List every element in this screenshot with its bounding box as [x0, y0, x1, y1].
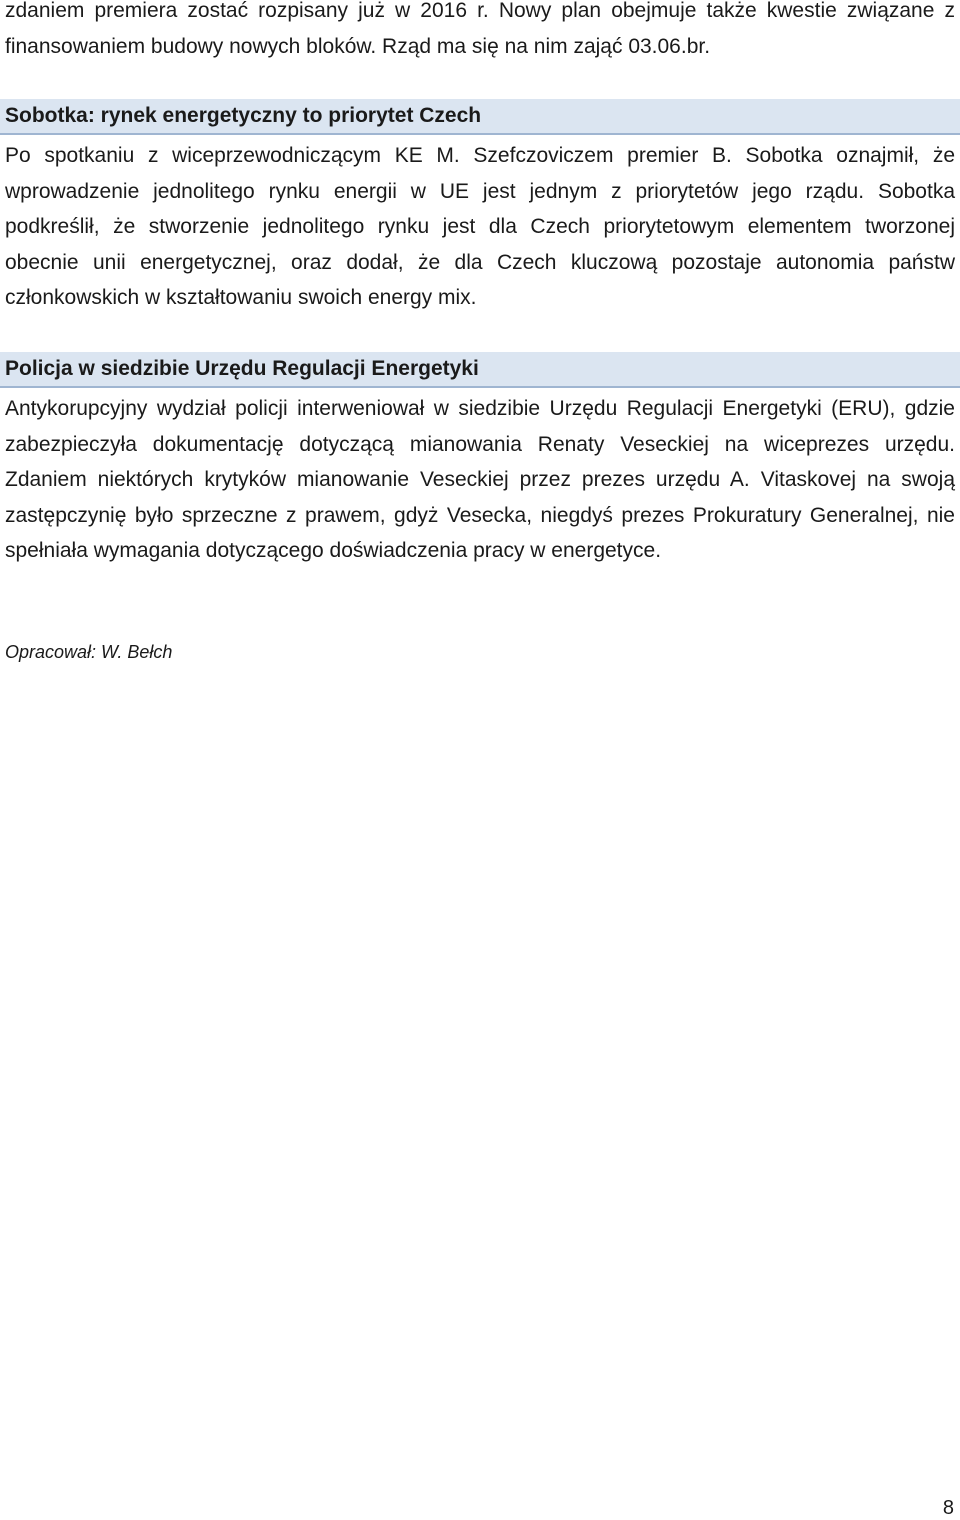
- section-heading-text: Sobotka: rynek energetyczny to priorytet Czech: [5, 104, 482, 127]
- author-signature: Opracował: W. Bełch: [5, 642, 173, 662]
- section-heading-sobotka: [0, 99, 960, 135]
- section-body-sobotka: Po spotkaniu z wiceprzewodniczącym KE M. Szefczoviczem premier B. Sobotka oznajmił, że wprowadzenie jednolitego rynku energii w UE jest jednym z priorytetów jego rządu. Sobotka podkreślił, że stworzenie jednolitego rynku jest dla Czech priorytetowym elementem tworzonej obecnie unii energetycznej, oraz dodał, że dla Czech kluczową pozostaje autonomia państw członkowskich w kształtowaniu swoich energy mix.: [5, 144, 955, 309]
- intro-paragraph: zdaniem premiera zostać rozpisany już w 2016 r. Nowy plan obejmuje także kwestie związane z finansowaniem budowy nowych bloków. Rząd ma się na nim zająć 03.06.br.: [5, 0, 955, 58]
- section-heading-police: [0, 352, 960, 388]
- section-body-police: Antykorupcyjny wydział policji interweniował w siedzibie Urzędu Regulacji Energetyki (ERU), gdzie zabezpieczyła dokumentację dotyczącą mianowania Renaty Veseckiej na wiceprezes urzędu. Zdaniem niektórych krytyków mianowanie Veseckiej przez prezes urzędu A. Vitaskovej na swoją zastępczynię było sprzeczne z prawem, gdyż Vesecka, niegdyś prezes Prokuratury Generalnej, nie spełniała wymagania dotyczącego doświadczenia pracy w energetyce.: [5, 397, 955, 562]
- page-number: 8: [942, 1497, 954, 1519]
- section-heading-text: Policja w siedzibie Urzędu Regulacji Energetyki: [5, 357, 479, 380]
